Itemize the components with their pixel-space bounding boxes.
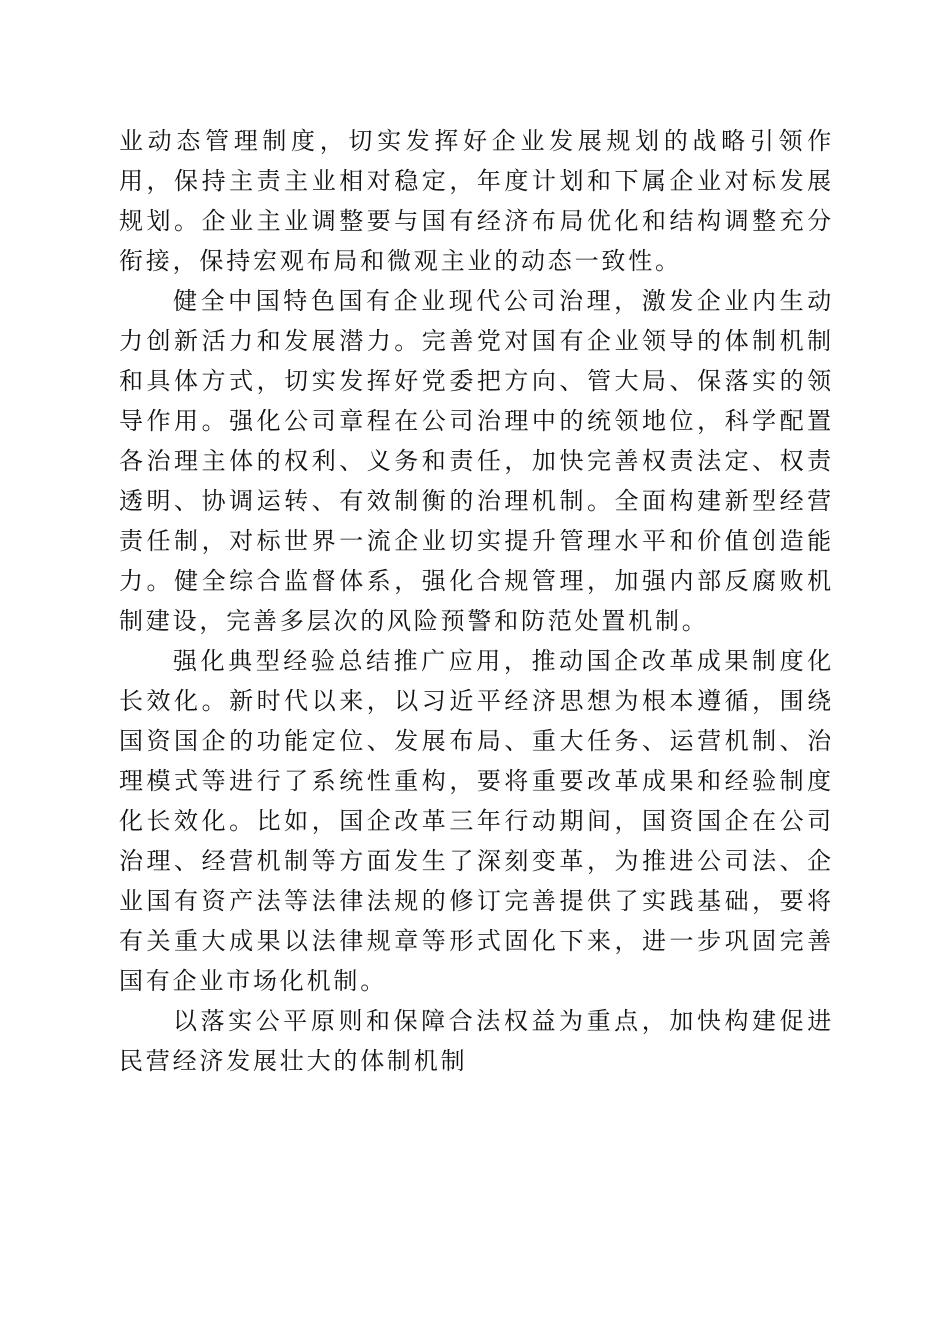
document-body <box>119 121 834 1081</box>
paragraph-private-economy-heading: 以落实公平原则和保障合法权益为重点，加快构建促进民营经济发展壮大的体制机制 <box>119 1007 834 1075</box>
paragraph-corporate-governance: 健全中国特色国有企业现代公司治理，激发企业内生动力创新活力和发展潜力。完善党对国有企业领导的体制机制和具体方式，切实发挥好党委把方向、管大局、保落实的领导作用。强化公司章程在公司治理中的统领地位，科学配置各治理主体的权利、义务和责任，加快完善权责法定、权责透明、协调运转、有效制衡的治理机制。全面构建新型经营责任制，对标世界一流企业切实提升管理水平和价值创造能力。健全综合监督体系，强化合规管理，加强内部反腐败机制建设，完善多层次的风险预警和防范处置机制。 <box>119 287 834 635</box>
paragraph-continuation: 业动态管理制度，切实发挥好企业发展规划的战略引领作用，保持主责主业相对稳定，年度计划和下属企业对标发展规划。企业主业调整要与国有经济布局优化和结构调整充分衔接，保持宏观布局和微观主业的动态一致性。 <box>119 127 834 275</box>
paragraph-reform-experience: 强化典型经验总结推广应用，推动国企改革成果制度化长效化。新时代以来，以习近平经济思想为根本遵循，围绕国资国企的功能定位、发展布局、重大任务、运营机制、治理模式等进行了系统性重构，要将重要改革成果和经验制度化长效化。比如，国企改革三年行动期间，国资国企在公司治理、经营机制等方面发生了深刻变革，为推进公司法、企业国有资产法等法律法规的修订完善提供了实践基础，要将有关重大成果以法律规章等形式固化下来，进一步巩固完善国有企业市场化机制。 <box>119 647 834 995</box>
